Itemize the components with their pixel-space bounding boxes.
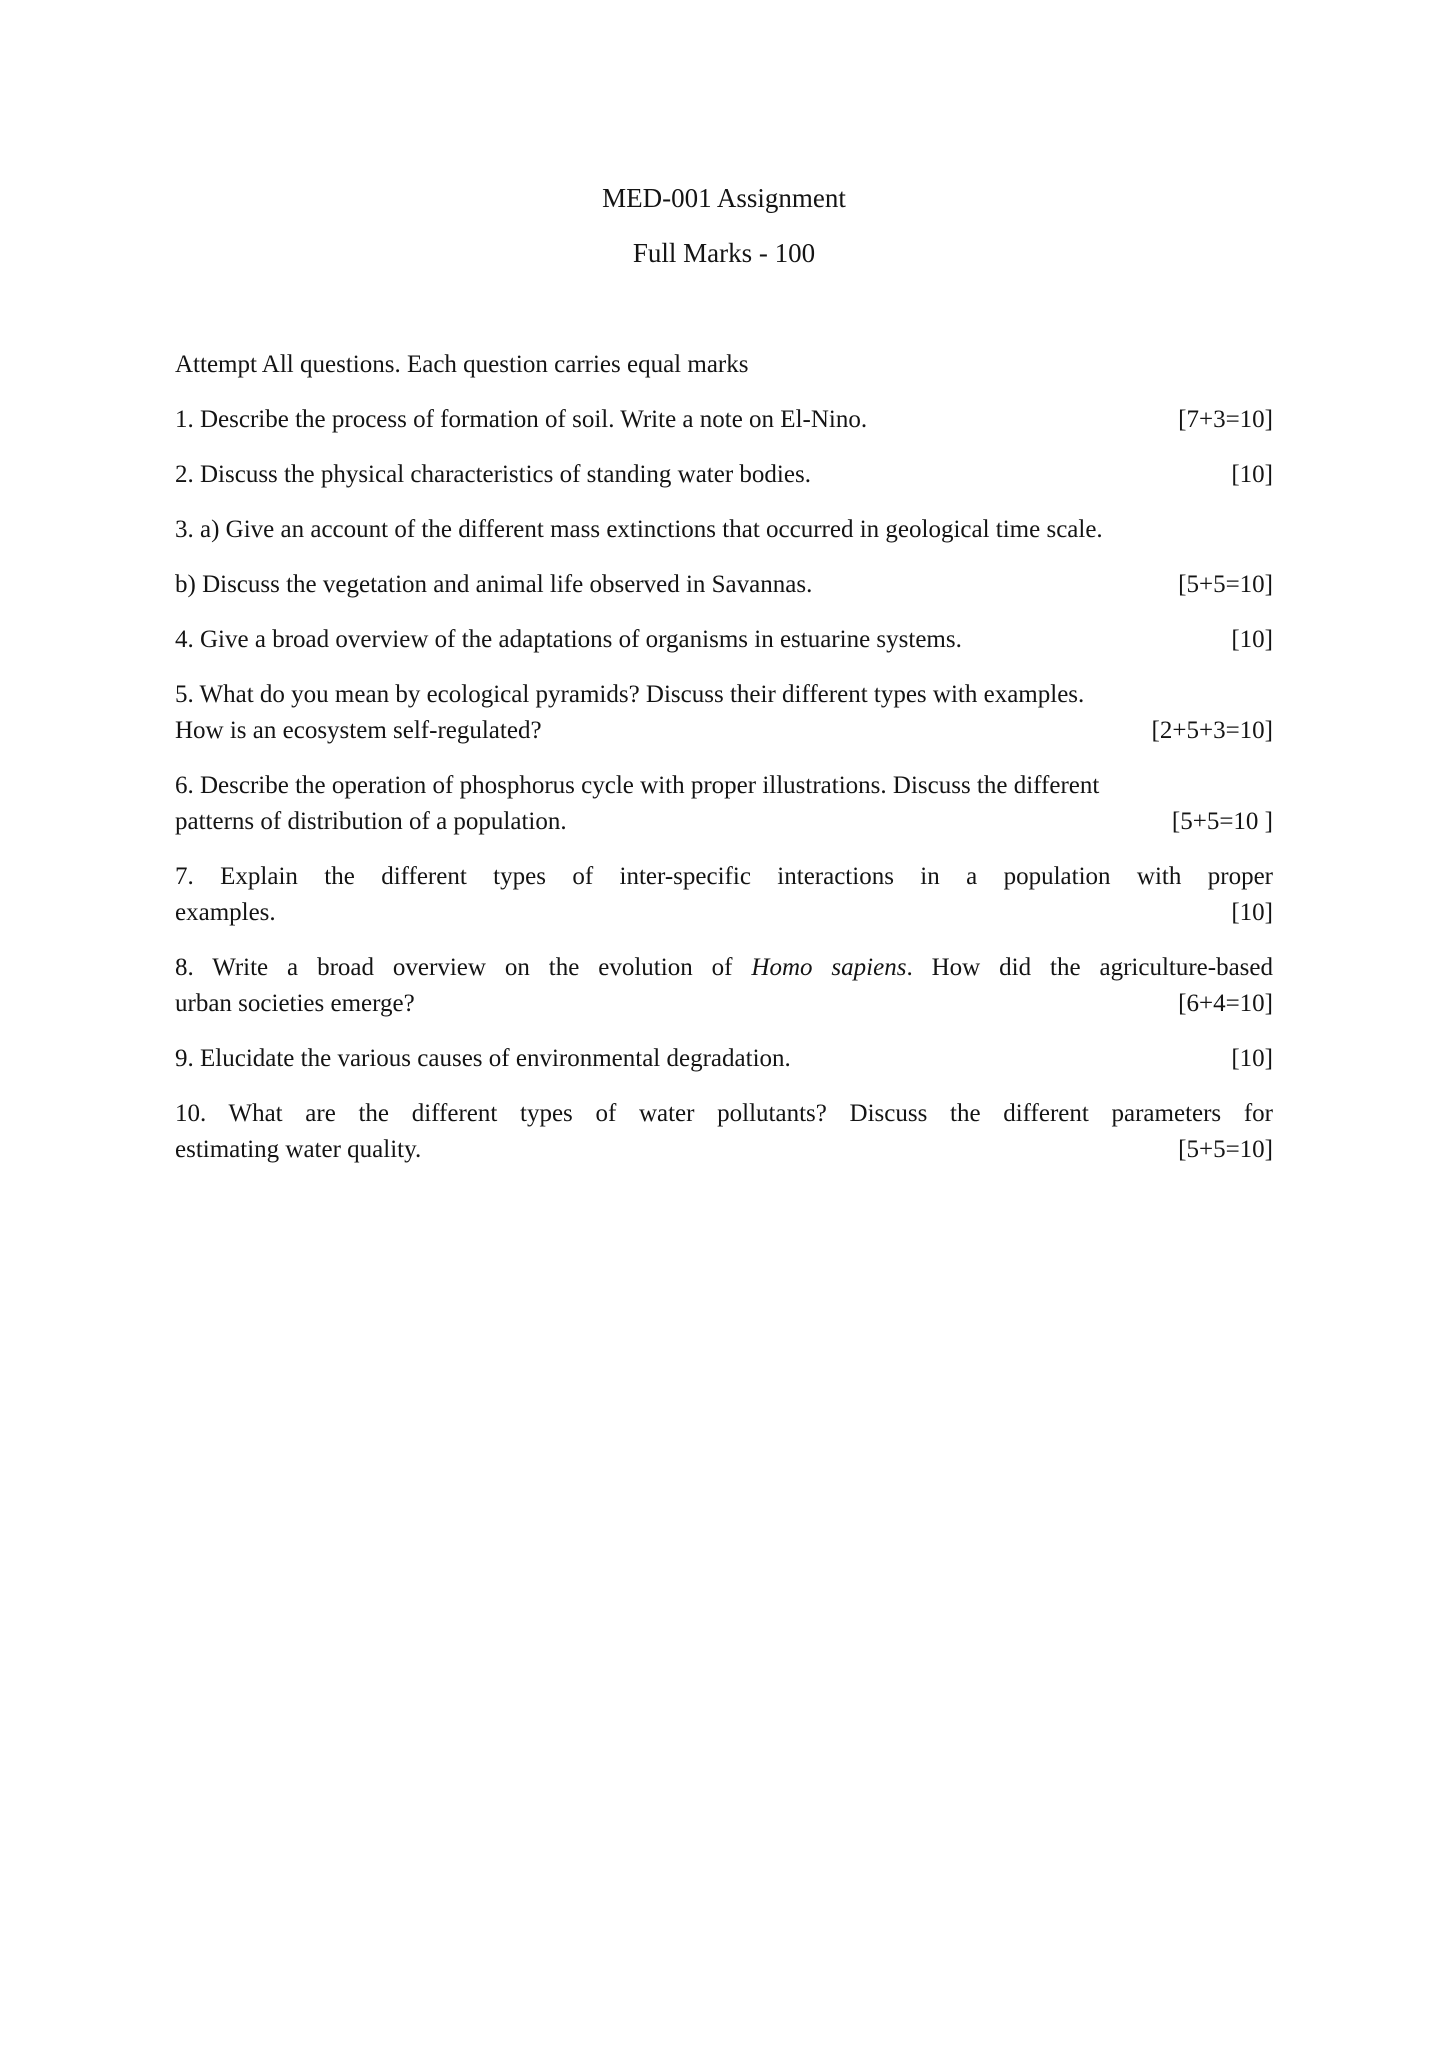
species-name-italic: Homo sapiens (751, 954, 907, 981)
page-title: MED-001 Assignment (602, 183, 846, 213)
question-text-line1: 6. Describe the operation of phosphorus cycle with proper illustrations. Discuss the different (175, 772, 1100, 799)
question-5 (175, 677, 1273, 749)
marks-label: [10] (1231, 899, 1273, 926)
question-line (175, 804, 1273, 840)
question-text-line2: estimating water quality. (175, 1136, 422, 1163)
question-7 (175, 859, 1273, 931)
question-line (175, 1132, 1273, 1168)
question-text: 4. Give a broad overview of the adaptations of organisms in estuarine systems. (175, 626, 962, 653)
question-1 (175, 402, 1273, 438)
marks-label: [5+5=10] (1178, 1136, 1273, 1163)
question-line (175, 895, 1273, 931)
question-text-segment: . How did the agriculture-based (906, 954, 1274, 981)
question-text: b) Discuss the vegetation and animal life observed in Savannas. (175, 571, 813, 598)
question-text-segment: 8. Write a broad overview on the evolution of (175, 954, 752, 981)
marks-label: [10] (1231, 461, 1273, 488)
question-text: 1. Describe the process of formation of soil. Write a note on El-Nino. (175, 406, 868, 433)
question-line (175, 1041, 1273, 1077)
question-line (175, 457, 1273, 493)
question-text: 9. Elucidate the various causes of environmental degradation. (175, 1045, 791, 1072)
question-9 (175, 1041, 1273, 1077)
question-line (175, 986, 1273, 1022)
question-4 (175, 622, 1273, 658)
question-text: 2. Discuss the physical characteristics of standing water bodies. (175, 461, 811, 488)
question-2 (175, 457, 1273, 493)
question-6 (175, 768, 1273, 840)
question-line (175, 402, 1273, 438)
question-line (175, 622, 1273, 658)
question-text-line1 (175, 950, 1273, 986)
question-line (175, 567, 1273, 603)
question-text-line2: urban societies emerge? (175, 990, 415, 1017)
marks-label: [10] (1231, 1045, 1273, 1072)
question-text-line1: 10. What are the different types of water pollutants? Discuss the different parameters for (175, 1100, 1273, 1127)
question-3a (175, 512, 1273, 548)
question-3b (175, 567, 1273, 603)
instruction-text: Attempt All questions. Each question carries equal marks (175, 351, 749, 378)
question-line (175, 713, 1273, 749)
marks-label: [2+5+3=10] (1151, 717, 1273, 744)
marks-label: [5+5=10 ] (1171, 808, 1273, 835)
marks-label: [6+4=10] (1178, 990, 1273, 1017)
question-text: 3. a) Give an account of the different mass extinctions that occurred in geological time scale. (175, 516, 1103, 543)
marks-label: [5+5=10] (1178, 571, 1273, 598)
question-text-line1: 7. Explain the different types of inter-specific interactions in a population with proper (175, 863, 1273, 890)
question-text-line2: How is an ecosystem self-regulated? (175, 717, 542, 744)
page-content (175, 0, 1273, 1168)
question-text-line2: patterns of distribution of a population. (175, 808, 567, 835)
marks-label: [7+3=10] (1178, 406, 1273, 433)
marks-label: [10] (1231, 626, 1273, 653)
question-10 (175, 1096, 1273, 1168)
question-text-line1: 5. What do you mean by ecological pyramids? Discuss their different types with examples. (175, 681, 1085, 708)
question-text-line2: examples. (175, 899, 276, 926)
page-subtitle: Full Marks - 100 (632, 238, 816, 268)
question-8 (175, 950, 1273, 1022)
